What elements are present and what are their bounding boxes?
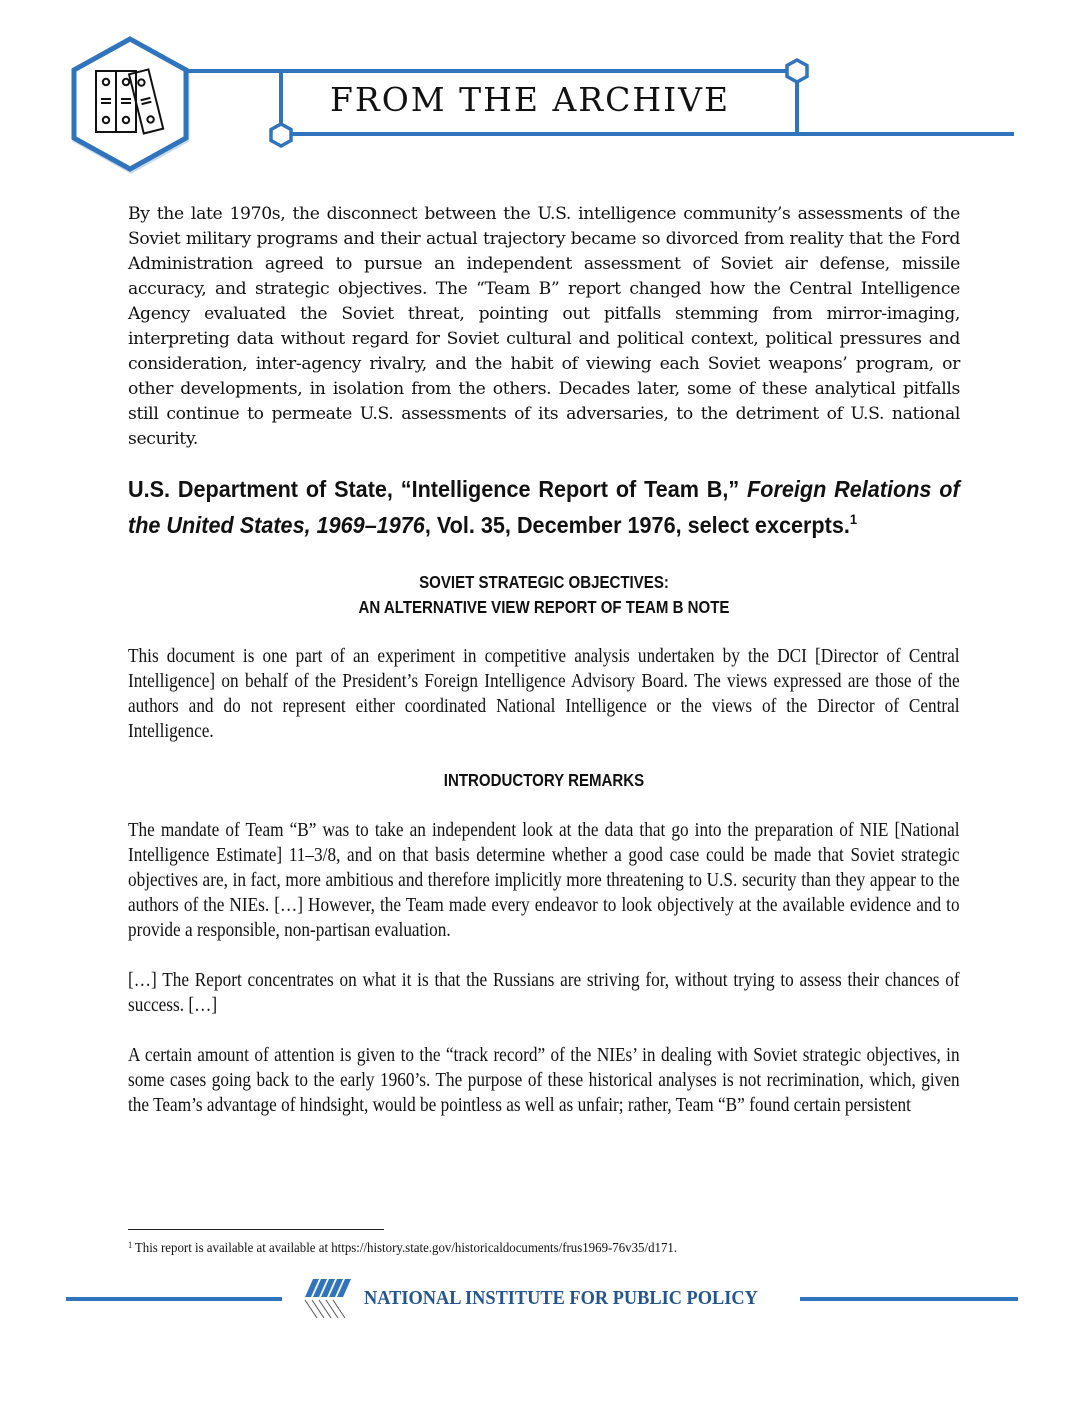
nipp-stripes-logo bbox=[303, 1278, 353, 1320]
footnote bbox=[128, 1240, 677, 1257]
section-heading-line-1: SOVIET STRATEGIC OBJECTIVES: bbox=[419, 572, 669, 592]
body-paragraph: A certain amount of attention is given to the “track record” of the NIEs’ in dealing with Soviet strategic objectives, in some cases going back to the early 1960’s. The purpose of these historical analyses is not recrimination, which, given the Team’s advantage of hindsight, would be pointless as well as unfair; rather, Team “B” found certain persistent bbox=[128, 1045, 960, 1116]
footnote-number: 1 bbox=[128, 1240, 133, 1250]
citation-text-1: U.S. Department of State, “Intelligence Report of Team B,” bbox=[128, 476, 748, 502]
section-heading-introductory-remarks: INTRODUCTORY REMARKS bbox=[443, 770, 645, 790]
small-hexagon-right bbox=[787, 60, 807, 82]
citation-italic-title: Foreign Relations of the United States, 1969–1976 bbox=[128, 476, 960, 538]
footer-line-left bbox=[66, 1297, 282, 1301]
citation-text-2: , Vol. 35, December 1976, select excerpts. bbox=[424, 512, 850, 538]
footnote-separator bbox=[128, 1229, 384, 1230]
section-heading-line-2: AN ALTERNATIVE VIEW REPORT OF TEAM B NOTE bbox=[358, 597, 730, 617]
footer-organization-name: NATIONAL INSTITUTE FOR PUBLIC POLICY bbox=[364, 1288, 758, 1309]
archive-hexagon-badge bbox=[74, 39, 187, 171]
footnote-reference[interactable]: 1 bbox=[849, 511, 858, 527]
body-paragraph: […] The Report concentrates on what it is that the Russians are striving for, without trying to assess their chances of success. […] bbox=[128, 970, 960, 1016]
body-paragraph: The mandate of Team “B” was to take an independent look at the data that go into the preparation of NIE [National Intelligence Estimate] 11–3/8, and on that basis determine whether a good case could be made that Soviet strategic objectives are, in fact, more ambitious and therefore implicitly more threatening to U.S. security than they appear to the authors of the NIEs. […] However, the Team made every endeavor to look objectively at the available evidence and to provide a responsible, non-partisan evaluation. bbox=[128, 820, 960, 941]
section-heading-objectives bbox=[186, 570, 902, 620]
small-hexagon-left bbox=[271, 124, 291, 146]
footnote-text[interactable]: This report is available at available at https://history.state.gov/historicaldocuments/frus1969-76v35/d171. bbox=[134, 1241, 678, 1256]
footer-line-right bbox=[800, 1297, 1018, 1301]
intro-paragraph: By the late 1970s, the disconnect between the U.S. intelligence community’s assessments of the Soviet military programs and their actual trajectory became so divorced from reality that the Ford Administration agreed to pursue an independent assessment of Soviet air defense, missile accuracy, and strategic objectives. The “Team B” report changed how the Central Intelligence Agency evaluated the Soviet threat, pointing out pitfalls stemming from mirror-imaging, interpreting data without regard for Soviet cultural and political context, political pressures and consideration, inter-agency rivalry, and the habit of viewing each Soviet weapons’ program, or other developments, in isolation from the others. Decades later, some of these analytical pitfalls still continue to permeate U.S. assessments of its adversaries, to the detriment of U.S. national security. bbox=[128, 204, 960, 449]
note-paragraph: This document is one part of an experiment in competitive analysis undertaken by the DCI [Director of Central Intelligence] on behalf of the President’s Foreign Intelligence Advisory Board. The views expressed are those of the authors and do not represent either coordinated National Intelligence or the views of the Director of Central Intelligence. bbox=[128, 646, 960, 742]
main-content bbox=[128, 202, 960, 1118]
citation-heading bbox=[128, 474, 960, 540]
page-title: FROM THE ARCHIVE bbox=[330, 80, 731, 119]
